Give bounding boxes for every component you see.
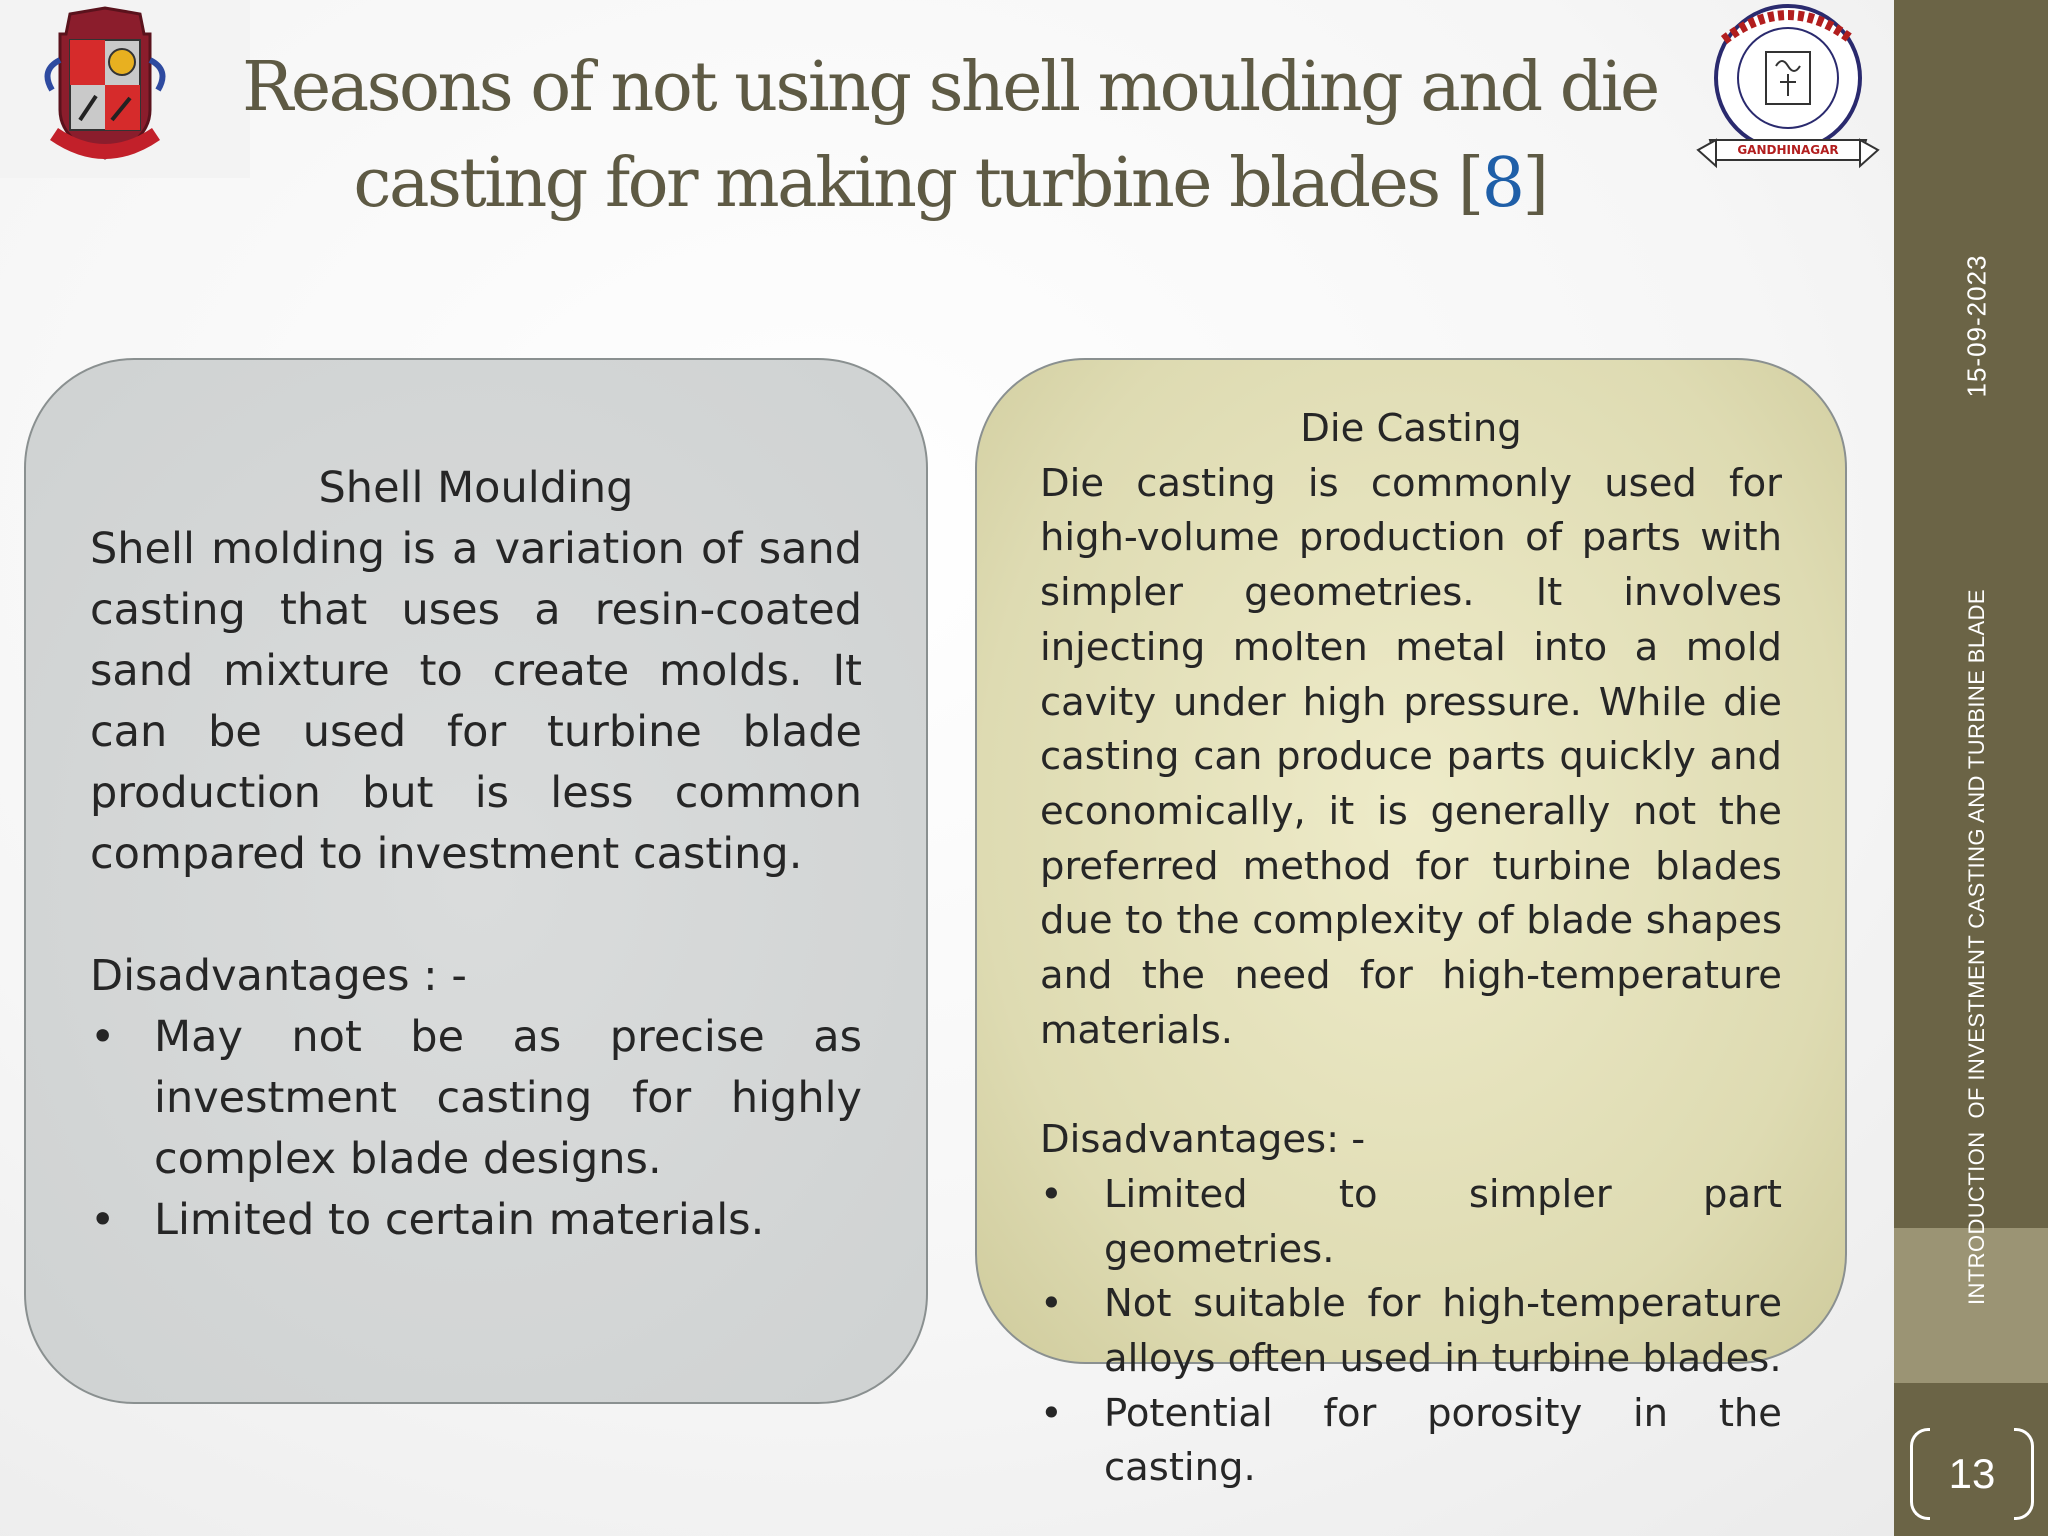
university-emblem-icon [0, 0, 250, 178]
bullet-icon: • [90, 1012, 116, 1062]
card-body: Shell molding is a variation of sand casting that uses a resin-coated sand mixture to create molds. It can be used for turbine blade production but is less common compared to investment casting. [90, 524, 862, 879]
bullet-icon: • [1040, 1281, 1063, 1327]
disadvantages-list [90, 1007, 862, 1251]
college-logo [1680, 0, 1895, 185]
list-item-text: Potential for porosity in the casting. [1104, 1390, 1782, 1491]
right-brace-icon [2014, 1428, 2034, 1520]
card-heading: Die Casting [1300, 406, 1522, 451]
svg-text:GANDHINAGAR: GANDHINAGAR [1737, 143, 1839, 157]
college-seal-icon [1680, 0, 1895, 185]
shell-moulding-card [24, 358, 928, 1404]
left-brace-icon [1910, 1428, 1930, 1520]
list-item [1040, 1387, 1782, 1496]
die-casting-card [975, 358, 1847, 1491]
disadvantages-label: Disadvantages : - [90, 951, 467, 1001]
slide-date: 15-09-2023 [1961, 254, 1992, 398]
page-number-box [1910, 1428, 2034, 1520]
bullet-icon: • [1040, 1171, 1063, 1217]
list-item [1040, 1168, 1782, 1277]
card-body: Die casting is commonly used for high-volume production of parts with simpler geometries. It involves injecting molten metal into a mold cavity under high pressure. While die casting can produce parts quickly and economically, it is generally not the preferred method for turbine blades due to the complexity of blade shapes and the need for high-temperature materials. [1040, 460, 1782, 1053]
university-logo [0, 0, 250, 178]
page-number: 13 [1948, 1450, 1996, 1497]
title-line-2 [240, 136, 1660, 232]
list-item-text: Limited to simpler part geometries. [1104, 1171, 1782, 1272]
bullet-icon: • [1040, 1390, 1063, 1436]
list-item-text: Not suitable for high-temperature alloys often used in turbine blades. [1104, 1281, 1782, 1381]
page-title [240, 40, 1660, 232]
spacer [1040, 1058, 1782, 1113]
list-item-text: Limited to certain materials. [154, 1195, 765, 1245]
list-item [1040, 1277, 1782, 1386]
bullet-icon: • [90, 1195, 116, 1245]
list-item [90, 1007, 862, 1190]
spacer [90, 885, 862, 946]
card-heading: Shell Moulding [318, 463, 634, 513]
list-item [90, 1190, 862, 1251]
presentation-title-vertical: INTRODUCTION OF INVESTMENT CASTING AND TURBINE BLADE [1964, 589, 1989, 1305]
title-line-2-text: casting for making turbine blades [ [353, 144, 1482, 223]
reference-number: 8 [1481, 144, 1523, 223]
title-close-bracket: ] [1522, 144, 1547, 223]
disadvantages-label: Disadvantages: - [1040, 1117, 1366, 1163]
title-line-1: Reasons of not using shell moulding and die [242, 48, 1658, 127]
list-item-text: May not be as precise as investment casting for highly complex blade designs. [154, 1012, 862, 1184]
disadvantages-list [1040, 1168, 1782, 1496]
